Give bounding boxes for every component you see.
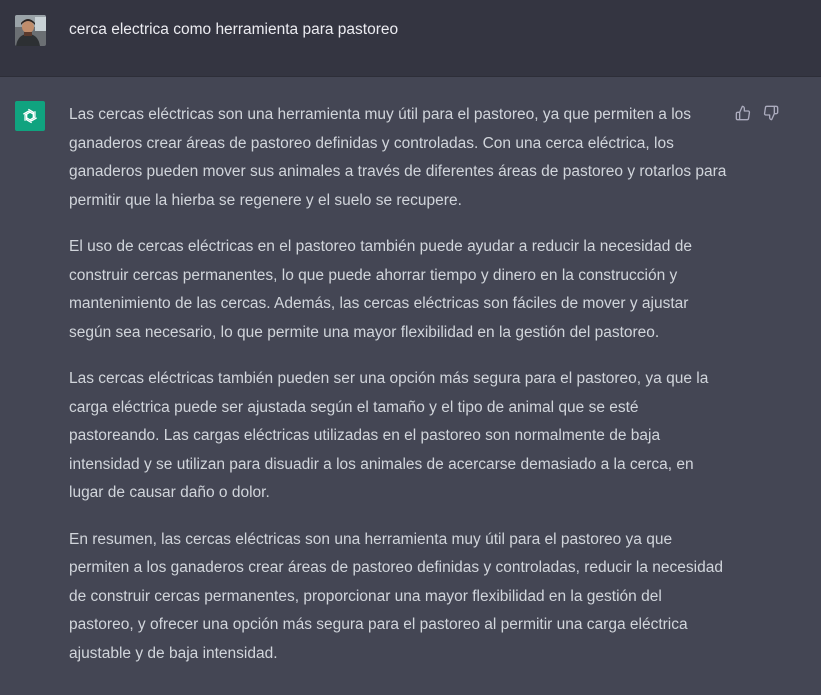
openai-logo-icon [15, 101, 45, 131]
assistant-message-row [0, 77, 821, 695]
paragraph-1: Las cercas eléctricas son una herramienta muy útil para el pastoreo, ya que permiten a los ganaderos crear áreas de pastoreo definidas y controladas. Con una cerca eléctrica, los ganaderos pueden mover sus animales a través de diferentes áreas de pastoreo y rotarlos para permitir que la hierba se regenere y el suelo se recupere. [69, 106, 727, 209]
thumbs-up-button[interactable] [733, 103, 752, 122]
paragraph-4: En resumen, las cercas eléctricas son una herramienta muy útil para el pastoreo ya que permiten a los ganaderos crear áreas de pastoreo definidas y controladas, reducir la necesidad de construir cercas permanentes, proporcionar una mayor flexibilidad en la gestión del pastoreo, y ofrecer una opción más segura para el pastoreo al permitir una carga eléctrica ajustable y de baja intensidad. [69, 530, 723, 662]
thumbs-up-icon [735, 105, 751, 121]
paragraph-2: El uso de cercas eléctricas en el pastoreo también puede ayudar a reducir la necesidad de construir cercas permanentes, lo que puede ahorrar tiempo y dinero en la construcción y mantenimiento de las cercas. Además, las cercas eléctricas son fáciles de mover y ajustar según sea necesario, lo que permite una mayor flexibilidad en la gestión del pastoreo. [69, 238, 692, 341]
paragraph-3: Las cercas eléctricas también pueden ser una opción más segura para el pastoreo, ya que la carga eléctrica puede ser ajustada según el tamaño y el tipo de animal que se esté pastoreando. Las cargas eléctricas utilizadas en el pastoreo son normalmente de baja intensidad y se utilizan para disuadir a los animales de acercarse demasiado a la cerca, en lugar de causar daño o dolor. [69, 370, 709, 501]
user-message-row [0, 0, 821, 77]
feedback-buttons [733, 103, 780, 122]
thumbs-down-icon [763, 105, 779, 121]
assistant-message-text [69, 101, 729, 686]
thumbs-down-button[interactable] [761, 103, 780, 122]
user-avatar [15, 15, 46, 46]
user-message-text: cerca electrica como herramienta para pastoreo [69, 21, 399, 38]
